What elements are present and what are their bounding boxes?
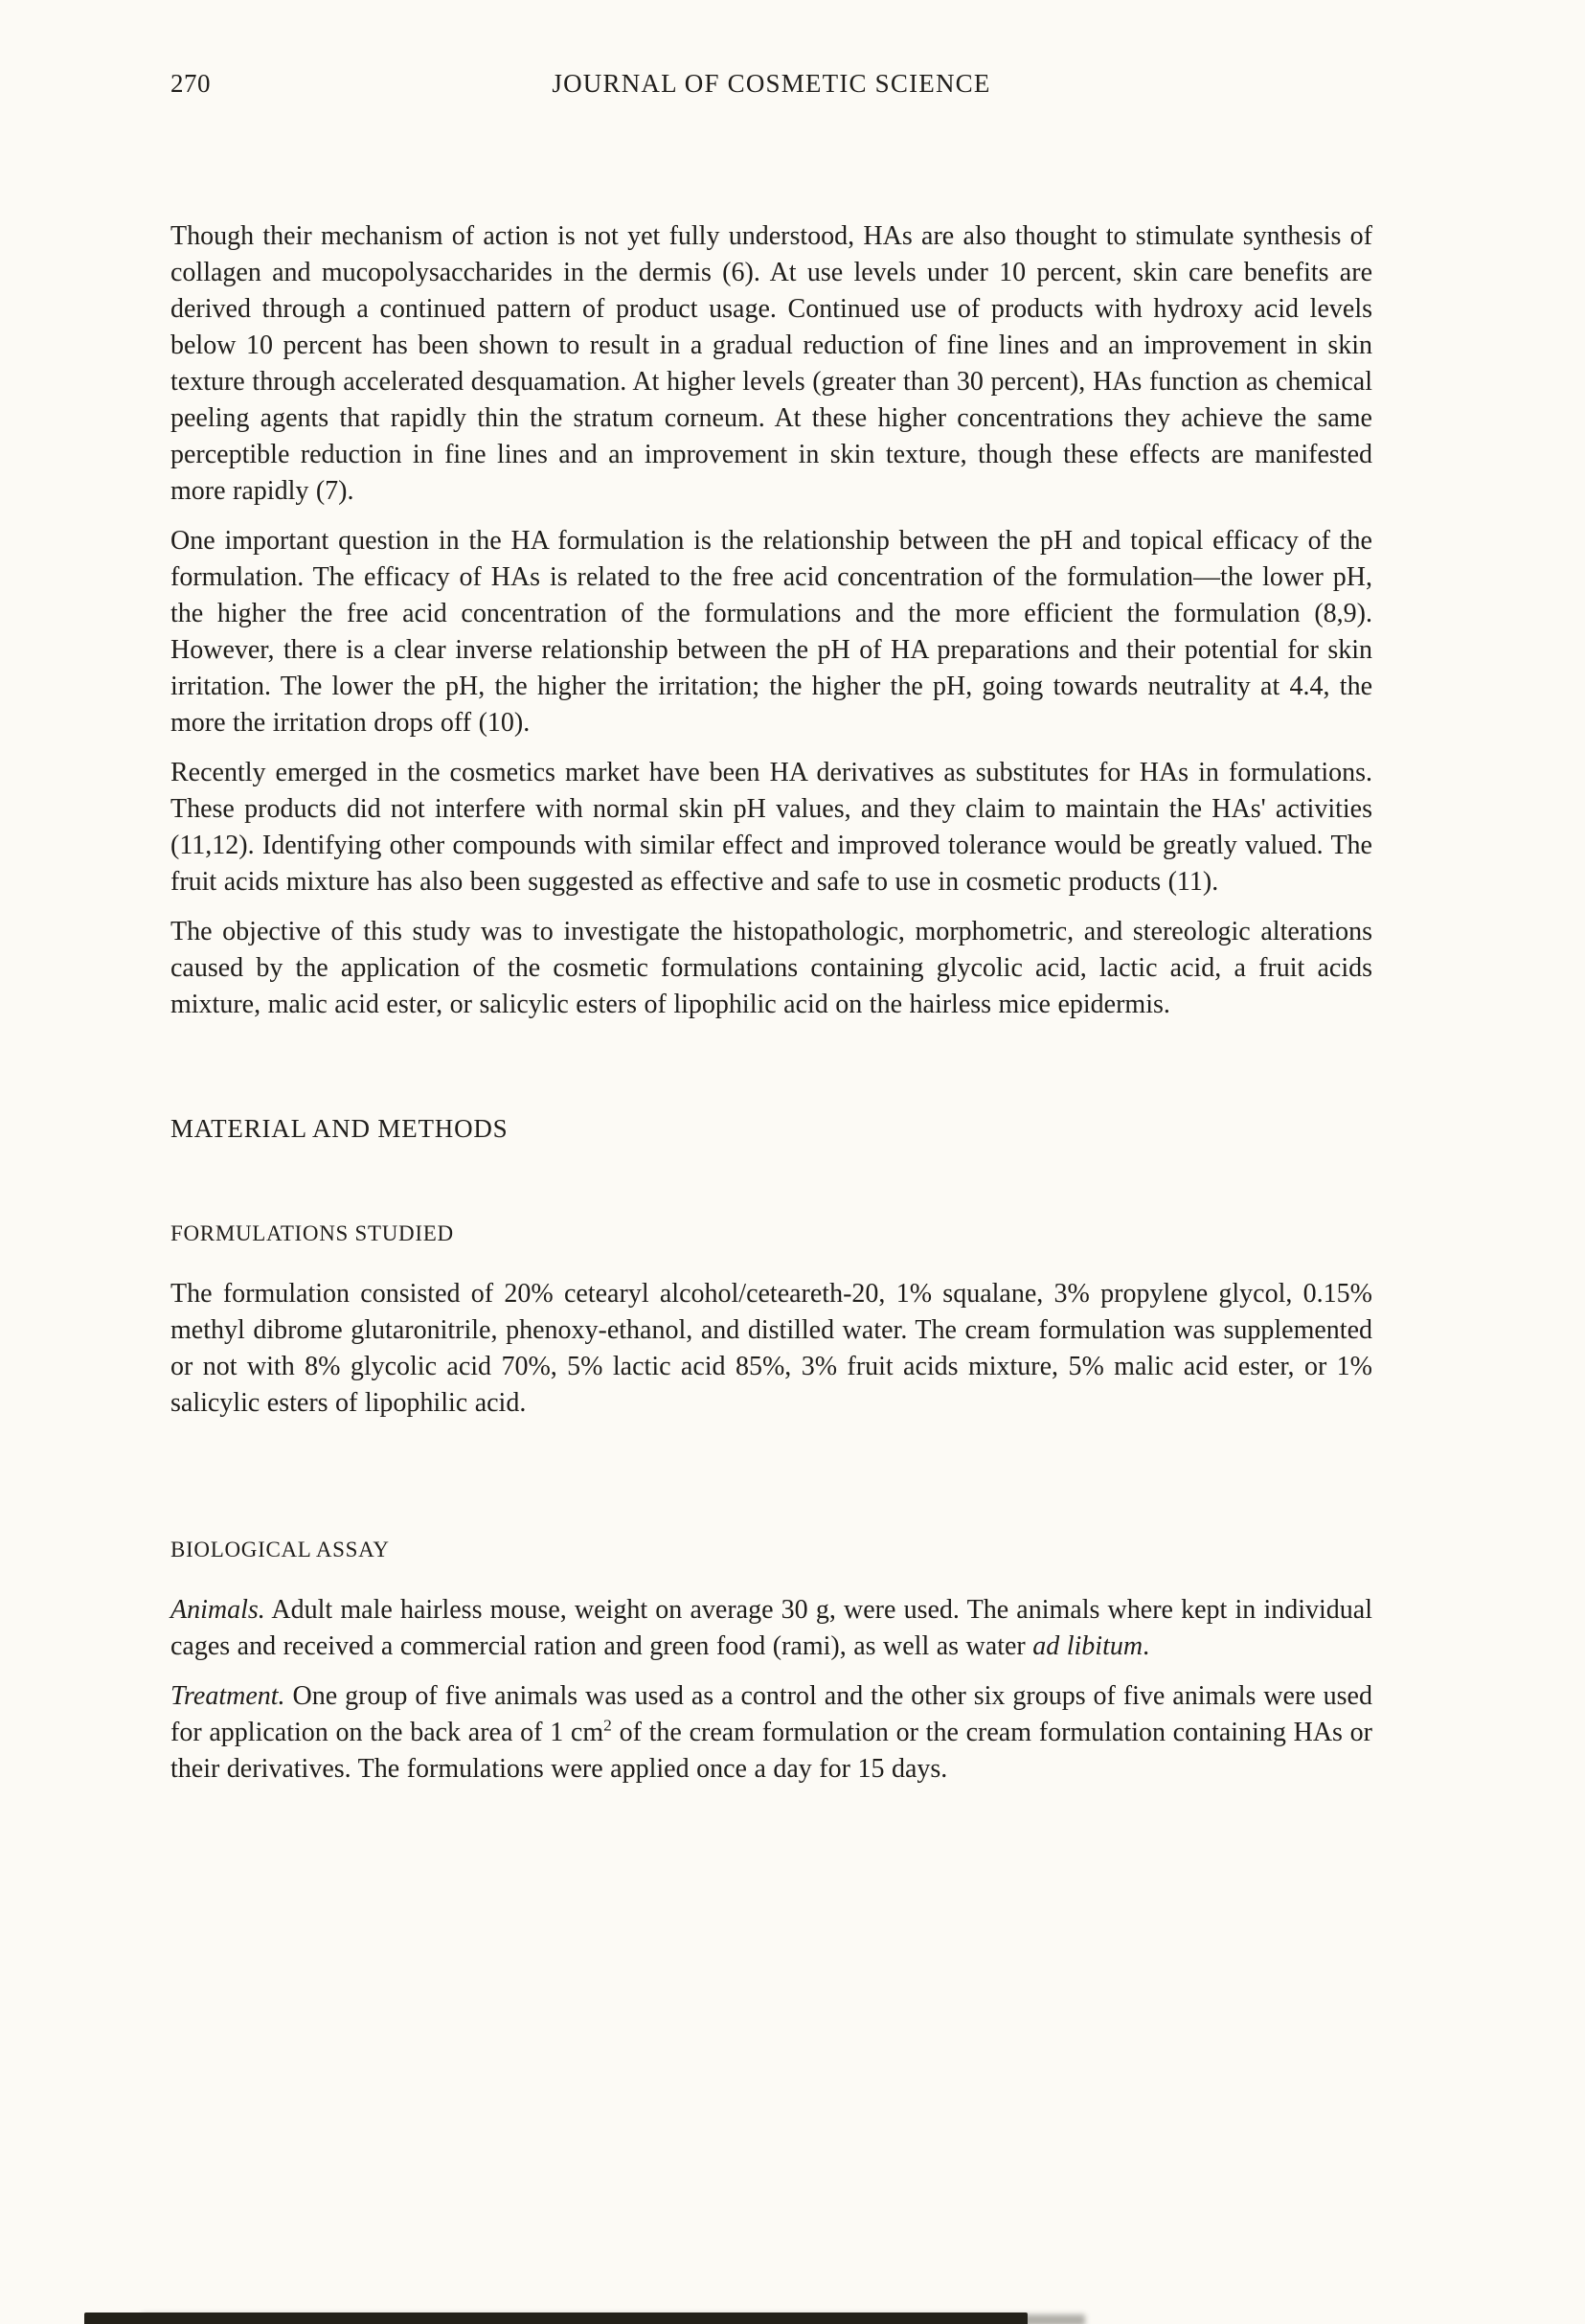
paragraph-lead-animals: Animals. (170, 1595, 265, 1625)
paragraph-ph-efficacy: One important question in the HA formulation is the relationship between the pH and topical efficacy of the formulation. The efficacy of HAs is related to the free acid concentration of the formulation—the lower pH, the higher the free acid concentration of the formulations and the more efficient the formulation (8,9). However, there is a clear inverse relationship between the pH of HA preparations and their potential for skin irritation. The lower the pH, the higher the irritation; the higher the pH, going towards neutrality at 4.4, the more the irritation drops off (10). (170, 526, 1372, 738)
paragraph-animals-end: . (1143, 1631, 1150, 1661)
paragraph-animals (170, 1592, 1372, 1665)
section-heading-material-and-methods: MATERIAL AND METHODS (170, 1114, 509, 1143)
paragraph-ha-mechanism: Though their mechanism of action is not yet fully understood, HAs are also thought to stimulate synthesis of collagen and mucopolysaccharides in the dermis (6). At use levels under 10 percent, skin care benefits are derived through a continued pattern of product usage. Continued use of products with hydroxy acid levels below 10 percent has been shown to result in a gradual reduction of fine lines and an improvement in skin texture through accelerated desquamation. At higher levels (greater than 30 percent), HAs function as chemical peeling agents that rapidly thin the stratum corneum. At these higher concentrations they achieve the same perceptible reduction in fine lines and an improvement in skin texture, though these effects are manifested more rapidly (7). (170, 221, 1372, 506)
paragraph-lead-treatment: Treatment. (170, 1681, 285, 1711)
paragraph-ha-derivatives: Recently emerged in the cosmetics market have been HA derivatives as substitutes for HAs in formulations. These products did not interfere with normal skin pH values, and they claim to maintain the HAs' activities (11,12). Identifying other compounds with similar effect and improved tolerance would be greatly valued. The fruit acids mixture has also been suggested as effective and safe to use in cosmetic products (11). (170, 758, 1372, 897)
paragraph-formulation-composition: The formulation consisted of 20% cetearyl alcohol/ceteareth-20, 1% squalane, 3% propylene glycol, 0.15% methyl dibrome glutaronitrile, phenoxy-ethanol, and distilled water. The cream formulation was supplemented or not with 8% glycolic acid 70%, 5% lactic acid 85%, 3% fruit acids mixture, 5% malic acid ester, or 1% salicylic esters of lipophilic acid. (170, 1279, 1372, 1418)
paragraph-study-objective: The objective of this study was to investigate the histopathologic, morphometric, and stereologic alterations caused by the application of the cosmetic formulations containing glycolic acid, lactic acid, a fruit acids mixture, malic acid ester, or salicylic esters of lipophilic acid on the hairless mice epidermis. (170, 917, 1372, 1019)
subsection-heading-formulations-studied: FORMULATIONS STUDIED (170, 1221, 454, 1245)
superscript-squared: 2 (603, 1716, 612, 1735)
paragraph-animals-text: Adult male hairless mouse, weight on average 30 g, were used. The animals where kept in individual cages and received a commercial ration and green food (rami), as well as water (170, 1595, 1372, 1661)
page-number: 270 (170, 69, 211, 98)
paragraph-treatment (170, 1678, 1372, 1788)
paragraph-treatment-text: One group of five animals was used as a control and the other six groups of five animals were used for application on the back area of 1 cm (170, 1681, 1372, 1747)
article-body (170, 218, 1372, 1788)
scan-edge-artifact (84, 2313, 1028, 2324)
latin-phrase-ad-libitum: ad libitum (1032, 1631, 1143, 1661)
journal-title: JOURNAL OF COSMETIC SCIENCE (552, 69, 991, 98)
subsection-heading-biological-assay: BIOLOGICAL ASSAY (170, 1538, 390, 1561)
paragraph-treatment-end: of the cream formulation or the cream formulation containing HAs or their derivatives. The formulations were applied once a day for 15 days. (170, 1718, 1373, 1784)
page-header (170, 69, 1372, 105)
